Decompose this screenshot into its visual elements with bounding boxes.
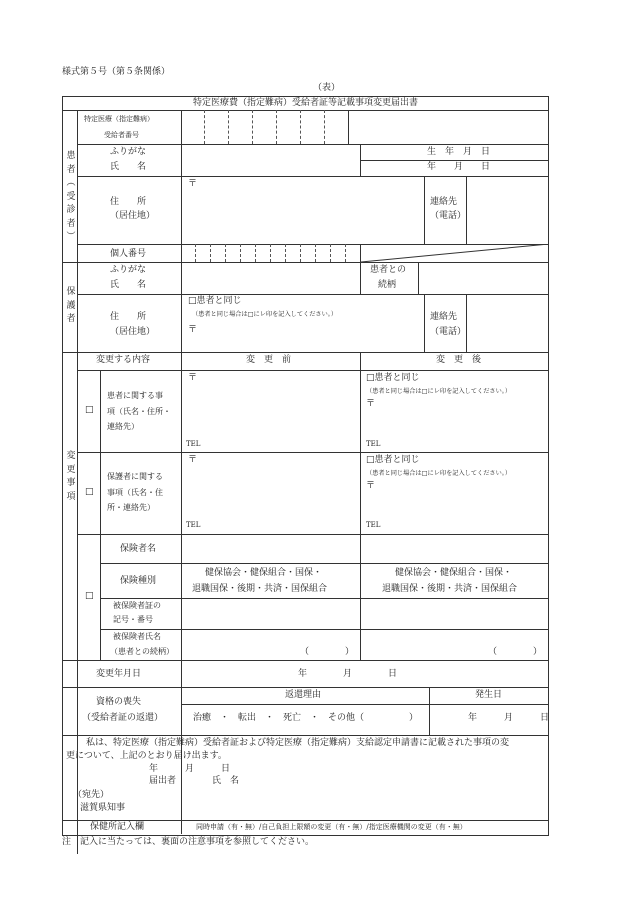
declaration-text: 私は、特定医療（指定難病）受給者証および特定医療（指定難病）支給認定申請書に記載された事項の変 bbox=[86, 738, 510, 748]
patient-contact-label: 連絡先 bbox=[430, 197, 458, 207]
guardian-before-tel: TEL bbox=[186, 521, 201, 529]
guardian-after-same-checkbox[interactable]: □患者と同じ bbox=[366, 455, 420, 465]
patient-furigana-label: ふりがな bbox=[110, 147, 147, 157]
patient-after-tel: TEL bbox=[366, 440, 381, 448]
change-item-header: 変更する内容 bbox=[96, 355, 151, 365]
return-reasons[interactable]: 治癒 ・ 転出 ・ 死亡 ・ その他（ ） bbox=[193, 713, 419, 723]
my-number-field[interactable] bbox=[181, 244, 361, 262]
patient-after-same-checkbox[interactable]: □患者と同じ bbox=[366, 373, 420, 383]
office-use-content: 同時申請（有・無）/自己負担上限額の変更（有・無）/指定医療機関の変更（有・無） bbox=[196, 823, 467, 831]
patient-section-label: 患 者 ︵ 受 診 者 ︶ bbox=[66, 151, 76, 242]
insurance-type-label: 保険種別 bbox=[120, 576, 157, 586]
insurance-change-checkbox[interactable]: □ bbox=[85, 591, 94, 601]
guardian-same-checkbox[interactable]: □患者と同じ bbox=[188, 296, 242, 306]
change-before-header: 変 更 前 bbox=[246, 355, 292, 365]
return-reason-header: 返還理由 bbox=[285, 690, 322, 700]
guardian-before-postal: 〒 bbox=[188, 455, 198, 465]
recipient-number-label: 特定医療（指定難病） bbox=[84, 115, 154, 123]
guardian-name-label: 氏 名 bbox=[110, 280, 147, 290]
patient-postal-mark: 〒 bbox=[188, 179, 198, 189]
patient-address-label: 住 所 bbox=[110, 197, 147, 207]
footnote: 注 記入に当たっては、裏面の注意事項を参照してください。 bbox=[62, 837, 315, 847]
patient-after-postal: 〒 bbox=[366, 399, 376, 409]
recipient-number-field[interactable] bbox=[181, 110, 349, 144]
form-number: 様式第５号（第５条関係） bbox=[62, 67, 171, 77]
occurrence-date[interactable]: 年 月 日 bbox=[468, 713, 550, 723]
changes-section-label: 変 更 事 項 bbox=[66, 451, 76, 502]
occurrence-date-header: 発生日 bbox=[475, 690, 503, 700]
patient-change-checkbox[interactable]: □ bbox=[85, 405, 94, 415]
change-after-header: 変 更 後 bbox=[436, 355, 482, 365]
change-date-value[interactable]: 年 月 日 bbox=[298, 669, 398, 679]
insured-relation-before[interactable]: （ ） bbox=[300, 647, 355, 657]
change-date-label: 変更年月日 bbox=[96, 669, 142, 679]
guardian-postal-mark: 〒 bbox=[188, 325, 198, 335]
addressee-label: （宛先） bbox=[73, 790, 110, 800]
birth-label: 生 年 月 日 bbox=[427, 147, 491, 157]
insured-card-label: 被保険者証の bbox=[113, 601, 161, 610]
guardian-section-label: 保 護 者 bbox=[66, 287, 76, 324]
guardian-change-checkbox[interactable]: □ bbox=[85, 487, 94, 497]
birth-date[interactable]: 年 月 日 bbox=[427, 162, 491, 172]
insured-name-label: 被保険者氏名 bbox=[113, 632, 161, 641]
office-use-label: 保健所記入欄 bbox=[90, 822, 145, 832]
insurer-name-label: 保険者名 bbox=[120, 544, 157, 554]
guardian-after-tel: TEL bbox=[366, 521, 381, 529]
applicant-name[interactable]: 届出者 氏 名 bbox=[149, 776, 240, 786]
patient-before-tel: TEL bbox=[186, 440, 201, 448]
guardian-furigana-label: ふりがな bbox=[110, 265, 147, 275]
patient-before-postal: 〒 bbox=[188, 373, 198, 383]
insured-relation-after[interactable]: （ ） bbox=[488, 647, 543, 657]
guardian-address-label: 住 所 bbox=[110, 312, 147, 322]
insurance-before-options[interactable]: 健保協会・健保組合・国保・ bbox=[205, 568, 323, 578]
loss-label: 資格の喪失 bbox=[96, 697, 142, 707]
my-number-label: 個人番号 bbox=[110, 249, 147, 259]
insurance-after-options[interactable]: 健保協会・健保組合・国保・ bbox=[395, 568, 513, 578]
patient-name-label: 氏 名 bbox=[110, 162, 147, 172]
form-title: 特定医療費（指定難病）受給者証等記載事項変更届出書 bbox=[192, 98, 418, 108]
governor-label: 滋賀県知事 bbox=[80, 803, 126, 813]
guardian-after-postal: 〒 bbox=[366, 481, 376, 491]
relation-label: 患者との bbox=[370, 265, 407, 275]
form-frame bbox=[62, 96, 549, 836]
guardian-contact-label: 連絡先 bbox=[430, 312, 458, 322]
form-side-label: （表） bbox=[313, 83, 341, 93]
my-number-diagonal bbox=[361, 244, 549, 262]
declaration-date[interactable]: 年 月 日 bbox=[149, 764, 231, 774]
